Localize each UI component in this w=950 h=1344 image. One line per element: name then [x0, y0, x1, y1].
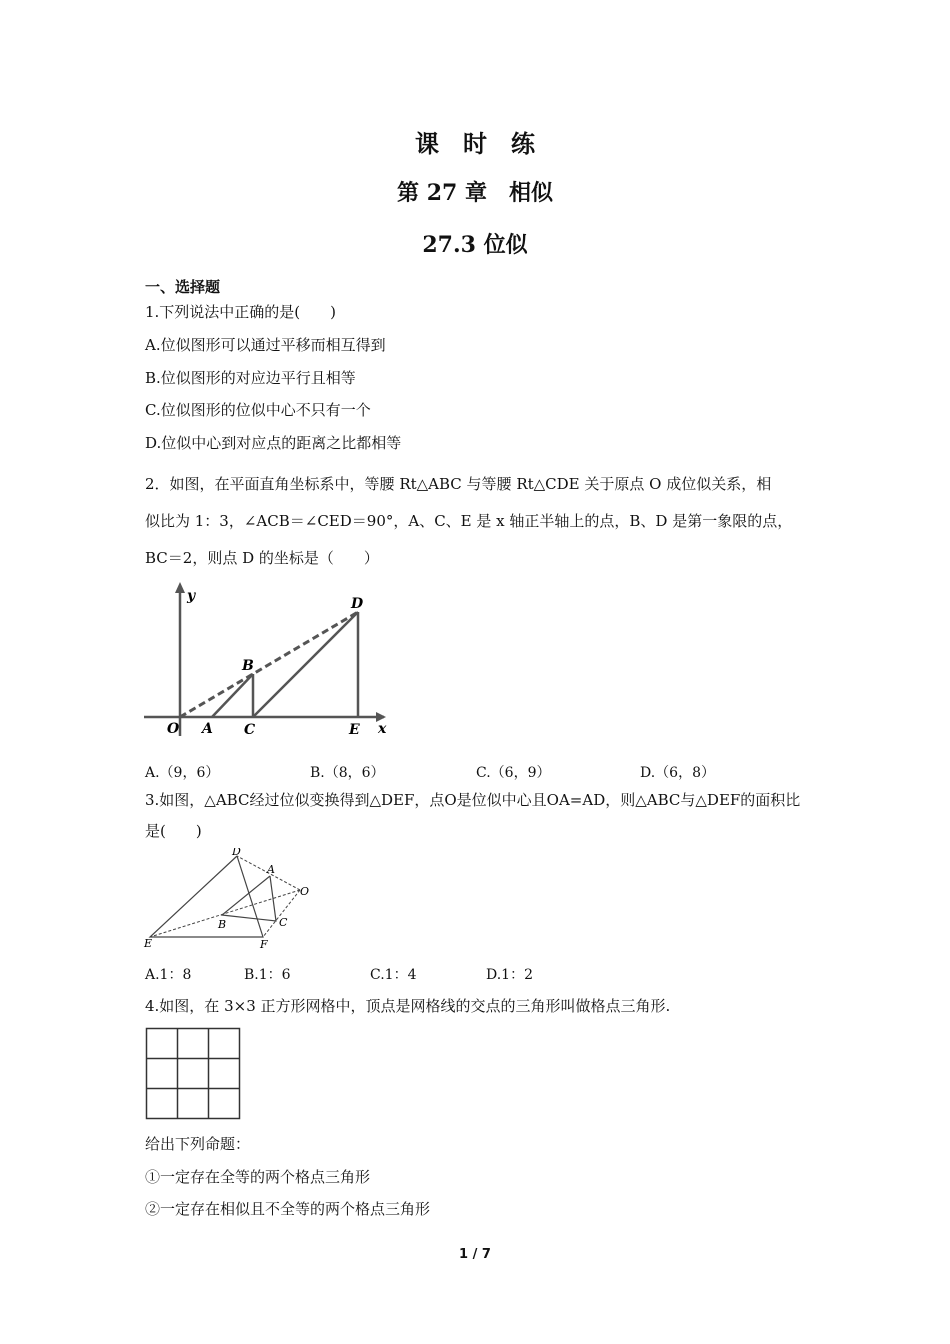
q2-option-b: B.（8，6） [310, 765, 385, 781]
q3-option-a: A.1：8 [145, 967, 192, 983]
label-d: D [232, 848, 241, 858]
section-heading: 一、选择题 [145, 278, 221, 296]
q4-stem: 4.如图，在 3×3 正方形网格中，顶点是网格线的交点的三角形叫做格点三角形. [145, 997, 671, 1015]
q4-lead: 给出下列命题： [145, 1135, 251, 1153]
label-c: C [244, 722, 256, 738]
q3-line-2: 是( ) [145, 822, 202, 840]
q4-grid-figure [145, 1027, 241, 1121]
q2-option-c: C.（6，9） [476, 765, 551, 781]
label-x: x [378, 721, 387, 737]
label-b: B [218, 918, 227, 931]
q2-line-3: BC＝2，则点 D 的坐标是（ ） [145, 549, 379, 567]
q2-option-d: D.（6，8） [640, 765, 715, 781]
page-number: 1 / 7 [459, 1247, 491, 1262]
label-e: E [144, 937, 153, 950]
label-e: E [349, 722, 360, 738]
label-y: y [187, 588, 196, 604]
grid-border [147, 1029, 240, 1119]
section-title: 27.3 位似 [422, 232, 528, 258]
q3-option-c: C.1：4 [370, 967, 417, 983]
label-c: C [279, 916, 288, 929]
q3-homothety-figure [140, 848, 320, 950]
y-axis-arrow-icon [175, 582, 185, 593]
triangle-def [150, 856, 263, 937]
q3-option-d: D.1：2 [486, 967, 533, 983]
q4-proposition-1: ①一定存在全等的两个格点三角形 [145, 1168, 371, 1186]
label-f: F [260, 938, 268, 950]
label-a: A [202, 721, 213, 737]
doc-title: 课 时 练 [415, 129, 535, 158]
label-o: O [300, 885, 310, 898]
dashed-ray-o-f [263, 890, 300, 937]
q2-option-a: A.（9，6） [145, 765, 220, 781]
q1-stem: 1.下列说法中正确的是( ) [145, 303, 337, 321]
label-a: A [267, 863, 275, 876]
q2-coordinate-figure [140, 578, 400, 740]
label-b: B [242, 658, 254, 674]
q2-line-2: 似比为 1：3，∠ACB＝∠CED＝90°，A、C、E 是 x 轴正半轴上的点，B、D 是第一象限的点， [145, 512, 793, 530]
q1-option-b: B.位似图形的对应边平行且相等 [145, 369, 356, 387]
q1-option-a: A.位似图形可以通过平移而相互得到 [145, 336, 386, 354]
segment-ab [212, 674, 253, 717]
q3-line-1: 3.如图，△ABC经过位似变换得到△DEF，点O是位似中心且OA=AD，则△ABC与△DEF的面积比 [145, 791, 801, 809]
triangle-abc [222, 876, 276, 921]
label-d: D [351, 596, 364, 612]
q4-proposition-2: ②一定存在相似且不全等的两个格点三角形 [145, 1200, 431, 1218]
chapter-title: 第 27 章 相似 [397, 180, 553, 206]
q1-option-d: D.位似中心到对应点的距离之比都相等 [145, 434, 402, 452]
q3-option-b: B.1：6 [244, 967, 291, 983]
q2-line-1: 2．如图，在平面直角坐标系中，等腰 Rt△ABC 与等腰 Rt△CDE 关于原点 O 成位似关系，相 [145, 475, 772, 493]
label-o: O [167, 721, 180, 737]
q1-option-c: C.位似图形的位似中心不只有一个 [145, 401, 371, 419]
